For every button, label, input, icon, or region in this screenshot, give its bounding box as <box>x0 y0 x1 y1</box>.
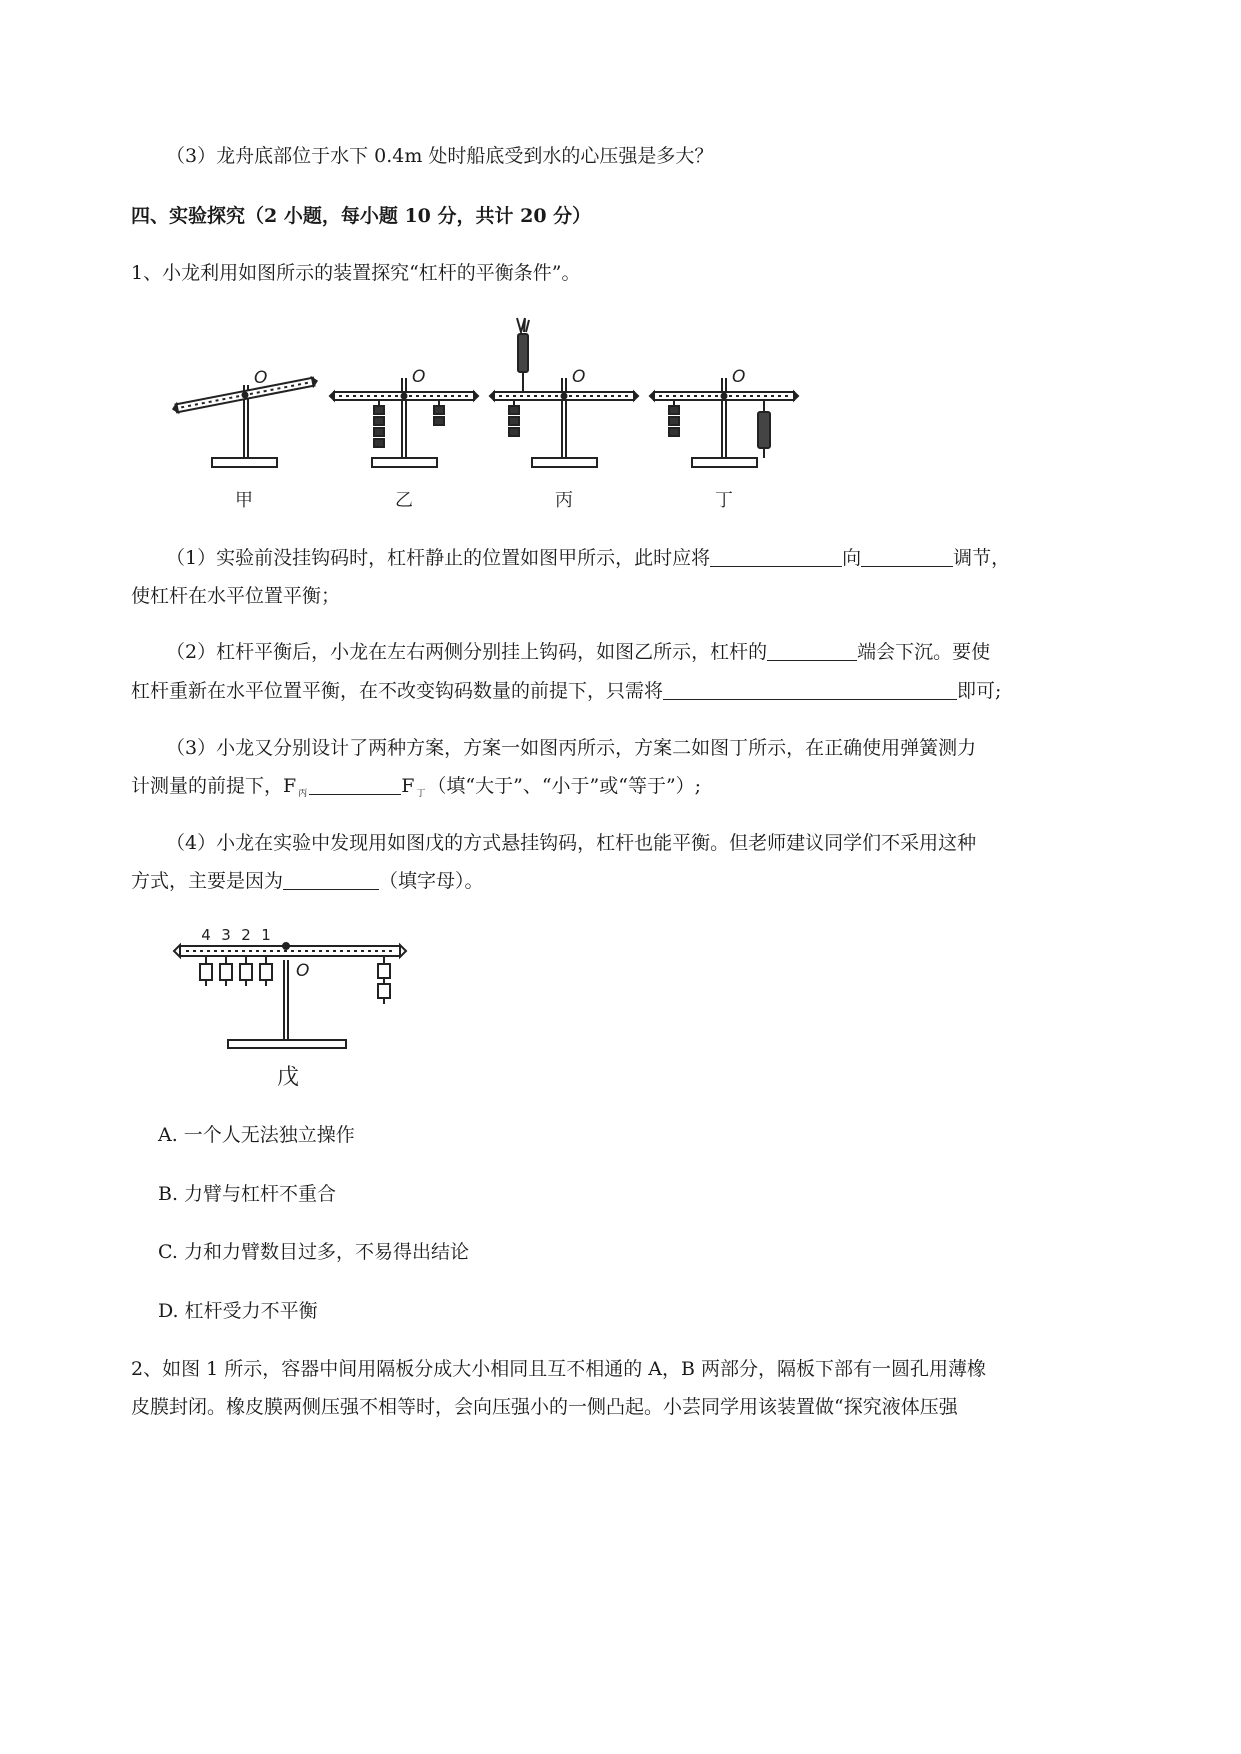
question1-part1-line2: 使杠杆在水平位置平衡； <box>131 585 341 607</box>
lever-figure-2 <box>160 922 420 1094</box>
answer-blank-4[interactable] <box>283 869 379 890</box>
question1-part4-line2: 方式，主要是因为 （填字母）。 <box>131 870 484 892</box>
panel-label-jia: 甲 <box>235 490 253 511</box>
option-c: C. 力和力臂数目过多，不易得出结论 <box>158 1241 469 1263</box>
lever-setup-jia <box>173 368 318 467</box>
position-number-4: 4 <box>201 926 211 944</box>
question1-part1-line1: （1）实验前没挂钩码时，杠杆静止的位置如图甲所示，此时应将 向 调节， <box>166 547 1011 569</box>
question1-part4-line1: （4）小龙在实验中发现用如图戊的方式悬挂钩码，杠杆也能平衡。但老师建议同学们不采用这种 <box>166 832 977 854</box>
panel-label-bing: 丙 <box>555 490 573 511</box>
question1-part2-line1: （2）杠杆平衡后，小龙在左右两侧分别挂上钩码，如图乙所示，杠杆的 端会下沉。要使 <box>166 641 991 663</box>
answer-blank-1a[interactable] <box>710 546 842 567</box>
svg-text:O: O <box>254 368 268 388</box>
option-d: D. 杠杆受力不平衡 <box>158 1300 318 1322</box>
svg-text:O: O <box>732 367 746 387</box>
answer-blank-2b[interactable] <box>663 679 957 700</box>
answer-blank-3[interactable] <box>309 774 401 795</box>
lever-figure-1 <box>160 312 820 517</box>
question1-stem: 1、小龙利用如图所示的装置探究“杠杆的平衡条件”。 <box>131 262 581 284</box>
option-b: B. 力臂与杠杆不重合 <box>158 1183 337 1205</box>
panel-label-ding: 丁 <box>715 490 733 511</box>
question1-part2-line2: 杠杆重新在水平位置平衡，在不改变钩码数量的前提下，只需将 即可; <box>131 680 1002 702</box>
lever-setup-ding <box>650 367 798 467</box>
position-number-2: 2 <box>241 926 251 944</box>
prev-question-part3: （3）龙舟底部位于水下 0.4m 处时船底受到水的心压强是多大？ <box>166 145 714 167</box>
section-heading: 四、实验探究（2 小题，每小题 10 分，共计 20 分） <box>131 205 592 227</box>
answer-blank-2a[interactable] <box>767 640 857 661</box>
lever-setup-bing <box>490 318 638 467</box>
question2-line1: 2、如图 1 所示，容器中间用隔板分成大小相同且互不相通的 A，B 两部分，隔板下部有一圆孔用薄橡 <box>131 1358 987 1380</box>
option-a: A. 一个人无法独立操作 <box>158 1124 355 1146</box>
lever-setup-yi <box>330 367 478 467</box>
panel-label-yi: 乙 <box>395 490 413 511</box>
svg-text:O: O <box>572 367 586 387</box>
svg-text:O: O <box>412 367 426 387</box>
figure-caption-wu: 戊 <box>276 1065 300 1090</box>
position-number-1: 1 <box>261 926 271 944</box>
answer-blank-1b[interactable] <box>861 546 953 567</box>
position-number-3: 3 <box>221 926 231 944</box>
question2-line2: 皮膜封闭。橡皮膜两侧压强不相等时，会向压强小的一侧凸起。小芸同学用该装置做“探究液体压强 <box>131 1396 958 1418</box>
question1-part3-line2: 计测量的前提下，F $_丙$ F $_丁$ （填“大于”、“小于”或“等于”）; <box>131 775 702 799</box>
question1-part3-line1: （3）小龙又分别设计了两种方案，方案一如图丙所示，方案二如图丁所示，在正确使用弹簧测力 <box>166 737 977 759</box>
pivot-label: O <box>296 961 310 981</box>
